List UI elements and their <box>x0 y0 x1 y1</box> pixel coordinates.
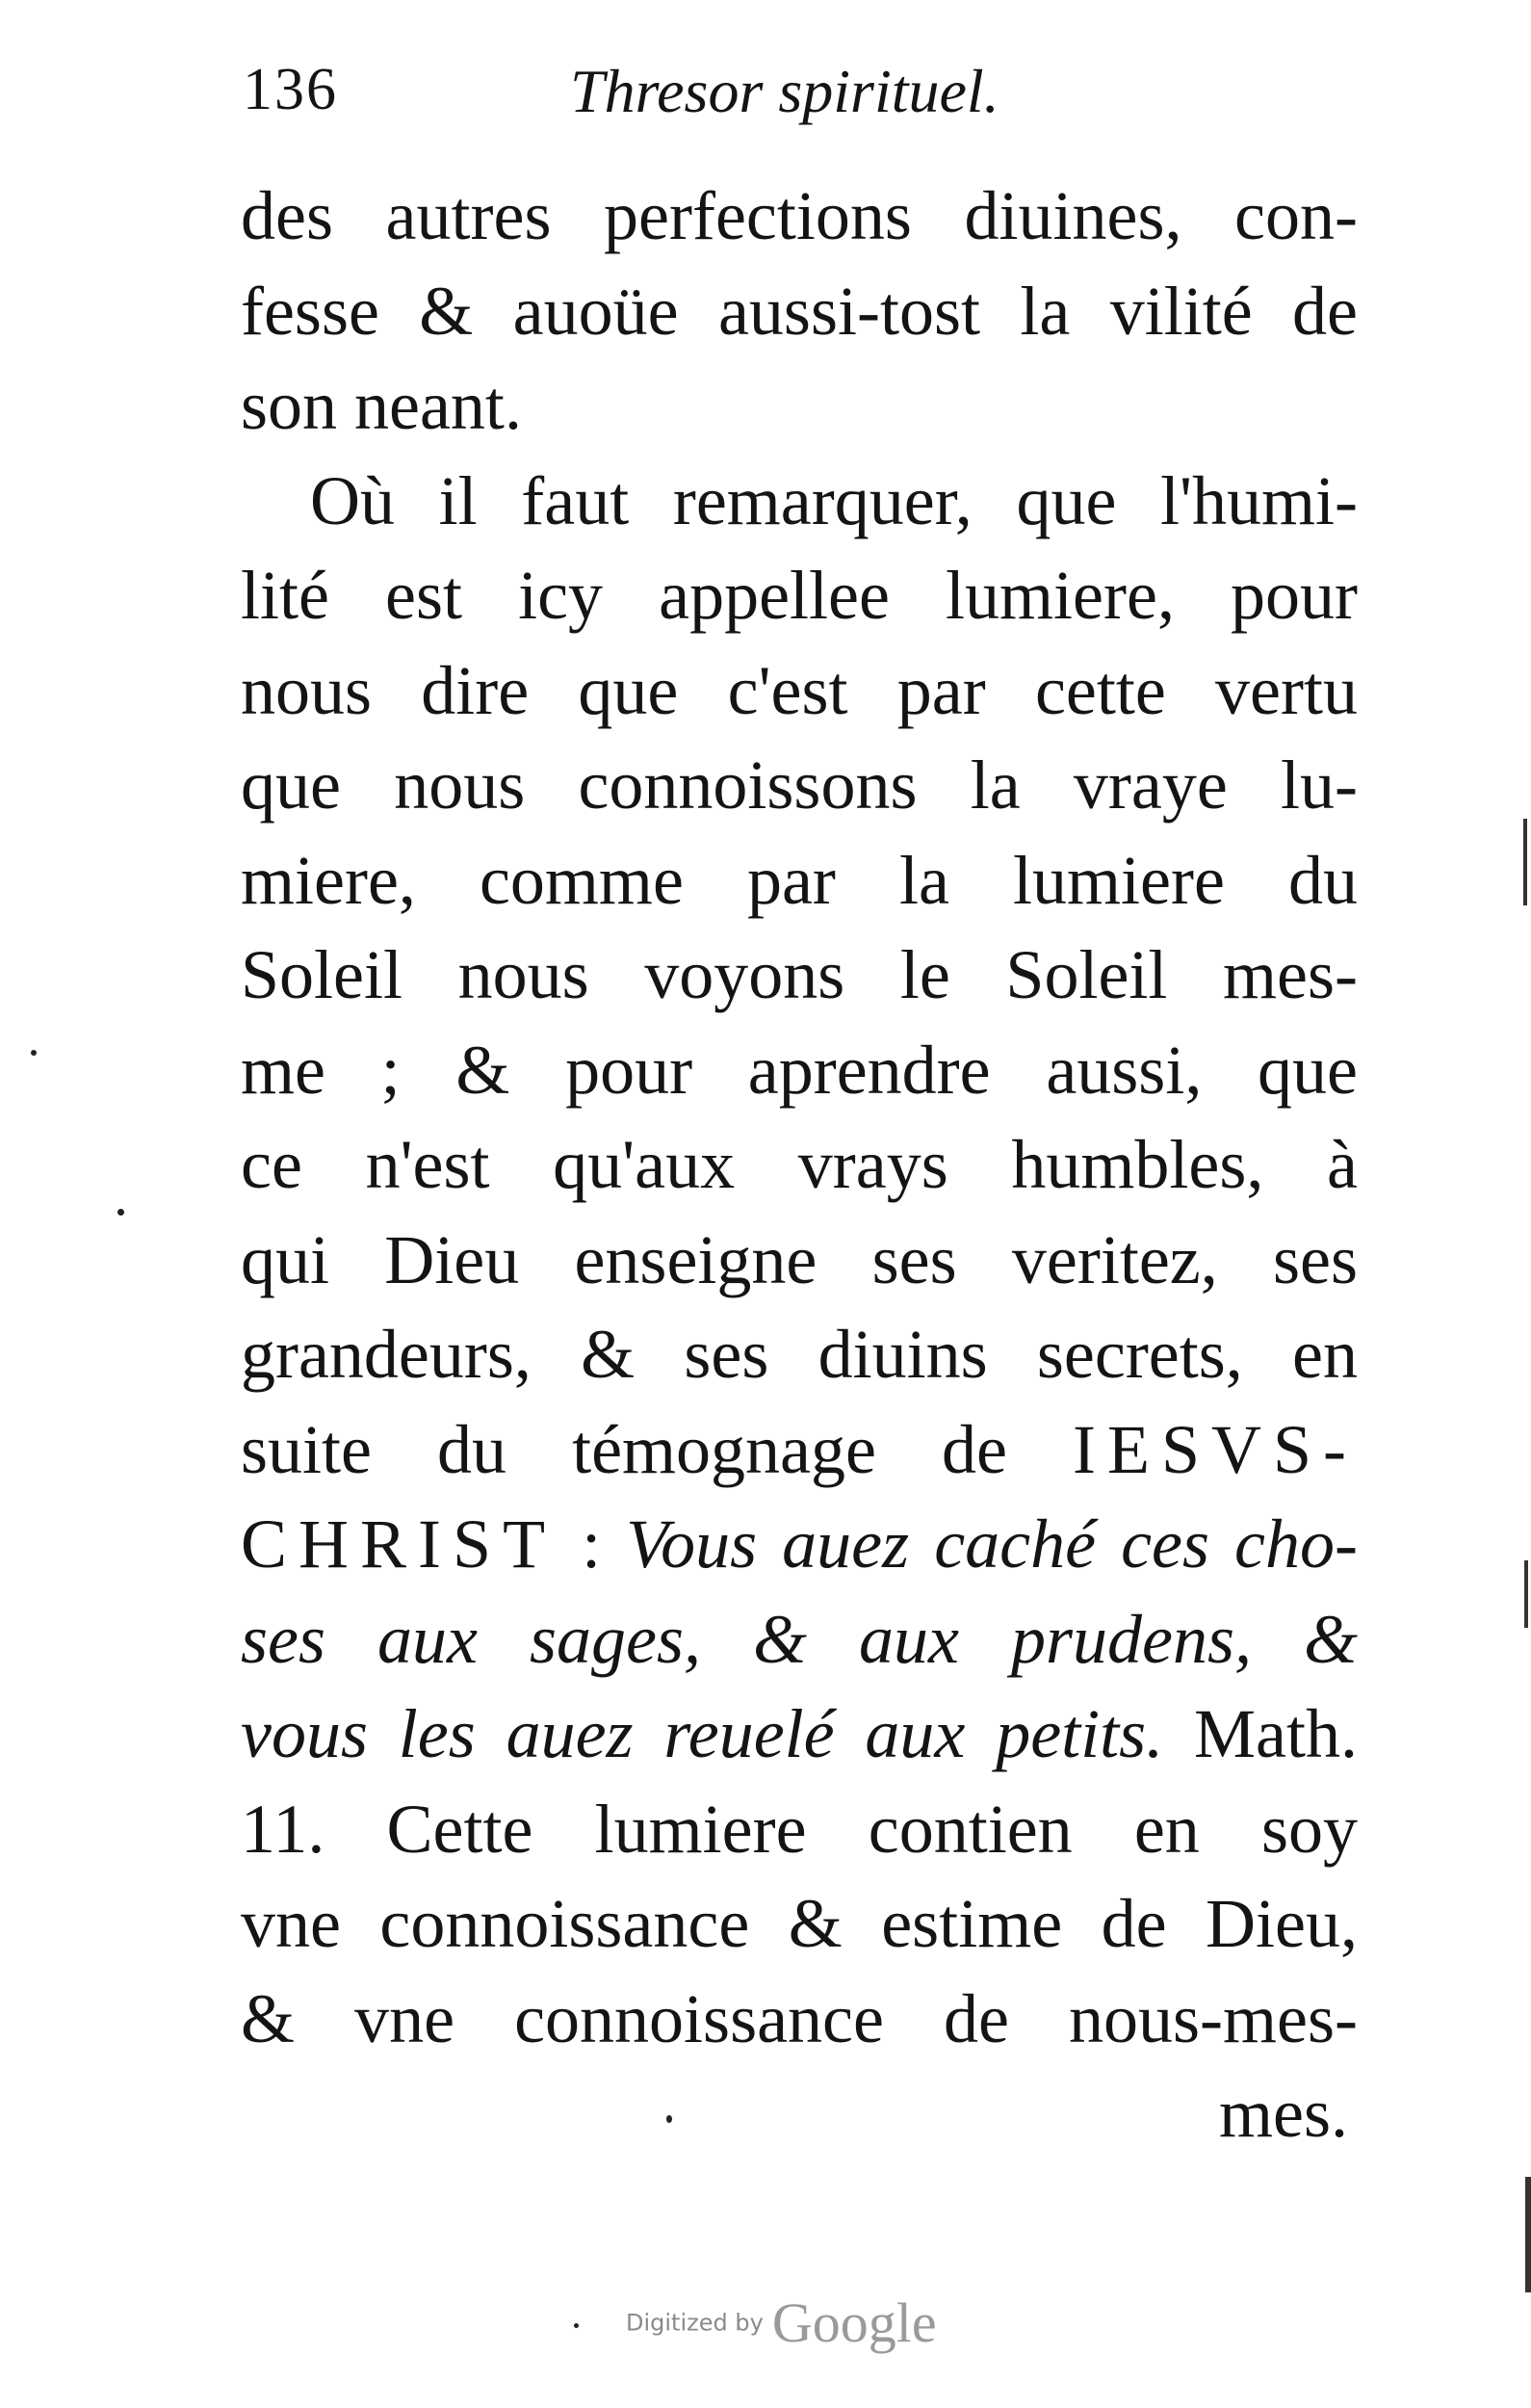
scan-speck <box>117 1209 124 1216</box>
text-line: Où il faut remarquer, que l'humi- <box>310 461 1358 539</box>
page-edge-mark <box>1523 819 1527 905</box>
scripture-quote-line: ses aux sages, & aux prudens, & <box>241 1600 1358 1678</box>
text-line: fesse & auoüe aussi-tost la vilité de <box>241 272 1358 350</box>
scripture-reference: Math. <box>1194 1695 1359 1772</box>
page-number: 136 <box>243 57 338 122</box>
page-header <box>243 56 1090 152</box>
text-line: grandeurs, & ses diuins secrets, en <box>241 1316 1358 1393</box>
page-body-text <box>241 169 1358 2161</box>
catchword-line: mes. <box>1219 2075 1348 2152</box>
text-line <box>241 1402 1358 1498</box>
text-line <box>241 1687 1358 1782</box>
text-line: que nous connoissons la vraye lu- <box>241 746 1358 824</box>
scripture-quote: vous les auez reuelé aux petits. <box>241 1695 1164 1772</box>
page-edge-mark <box>1525 2177 1531 2292</box>
page-edge-mark <box>1524 1560 1528 1628</box>
text-line: nous dire que c'est par cette vertu <box>241 651 1358 729</box>
text-line: vne connoissance & estime de Dieu, <box>241 1885 1358 1962</box>
scripture-quote: Vous auez caché ces cho- <box>626 1505 1358 1583</box>
digitized-by-label: Digitized by <box>626 2309 764 2337</box>
scripture-reference-chapter: 11. <box>241 1790 325 1868</box>
text-line: miere, comme par la lumiere du <box>241 841 1358 919</box>
text-line: ce n'est qu'aux vrays humbles, à <box>241 1126 1358 1203</box>
running-title: Thresor spirituel. <box>570 57 999 125</box>
text-line: des autres perfections diuines, con- <box>241 177 1358 254</box>
text-line: son neant. <box>241 367 522 444</box>
text-line <box>241 1497 1358 1592</box>
text-line <box>241 1782 1358 1877</box>
scan-speck <box>574 2323 579 2328</box>
name-christ: CHRIST <box>241 1505 558 1583</box>
text-line: qui Dieu enseigne ses veritez, ses <box>241 1220 1358 1298</box>
text-line: Soleil nous voyons le Soleil mes- <box>241 936 1358 1013</box>
text-line: & vne connoissance de nous-mes- <box>241 1979 1358 2057</box>
text-line: lité est icy appellee lumiere, pour <box>241 557 1358 634</box>
digitization-watermark <box>626 2290 973 2358</box>
scan-speck <box>31 1050 37 1056</box>
name-jesus: IESVS- <box>1072 1410 1358 1488</box>
text-line: me ; & pour aprendre aussi, que <box>241 1031 1358 1109</box>
text-segment: Cette lumiere contien en soy <box>386 1790 1358 1868</box>
colon: : <box>557 1505 627 1583</box>
google-logo: Google <box>771 2291 937 2354</box>
scan-speck <box>666 2115 672 2123</box>
text-segment: suite du témognage de <box>241 1410 1007 1488</box>
